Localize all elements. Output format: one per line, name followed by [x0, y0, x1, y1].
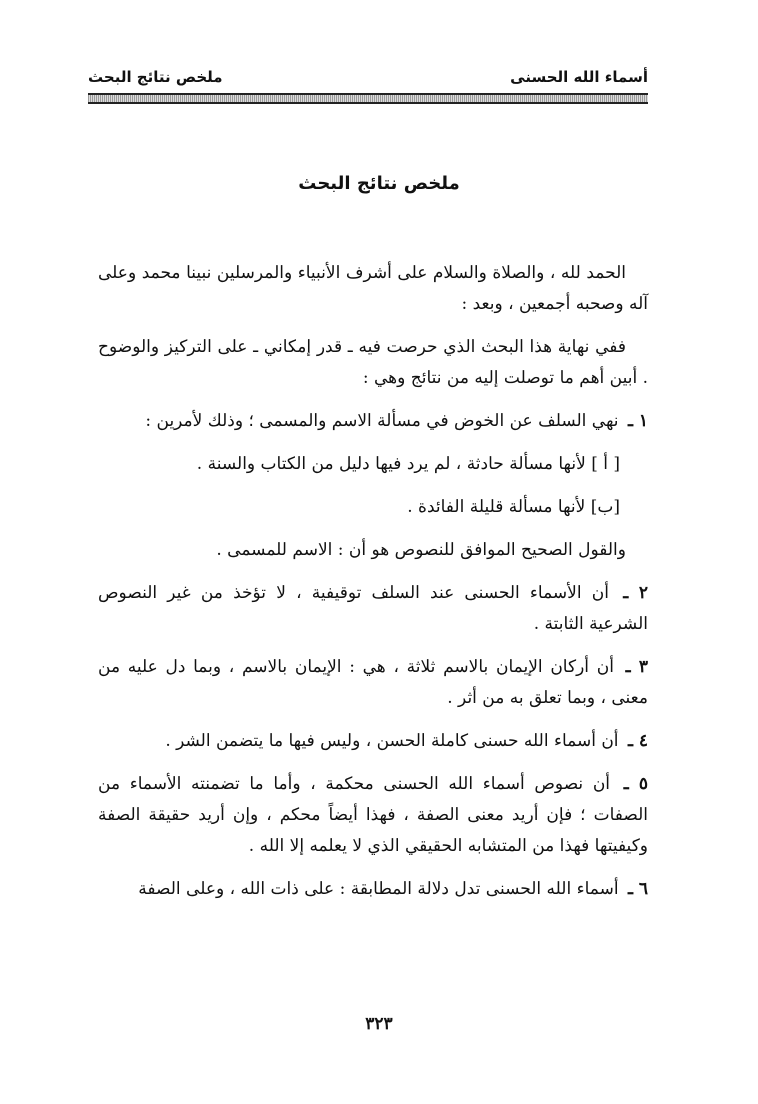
list-item-5-number: ٥ ـ [623, 774, 648, 794]
paragraph-intro: ففي نهاية هذا البحث الذي حرصت فيه ـ قدر إمكاني ـ على التركيز والوضوح . أبين أهم ما توصلت إليه من نتائج وهي : [98, 337, 648, 388]
list-item-4 [98, 726, 648, 757]
list-item-1-number: ١ ـ [627, 411, 648, 431]
sub-item-a: [ أ ] لأنها مسألة حادثة ، لم يرد فيها دليل من الكتاب والسنة . [196, 454, 620, 474]
list-item-1-text: نهي السلف عن الخوض في مسألة الاسم والمسمى ؛ وذلك لأمرين : [145, 411, 619, 431]
list-item-2 [98, 578, 648, 640]
list-item-3-number: ٣ ـ [625, 657, 649, 677]
list-item-6 [98, 874, 648, 905]
sub-item-b: [ب] لأنها مسألة قليلة الفائدة . [407, 497, 620, 517]
body-text [98, 258, 648, 917]
list-item-2-text: أن الأسماء الحسنى عند السلف توقيفية ، لا تؤخذ من غير النصوص الشرعية الثابتة . [98, 583, 648, 634]
list-item-5-text: أن نصوص أسماء الله الحسنى محكمة ، وأما ما تضمنته الأسماء من الصفات ؛ فإن أريد معنى الصفة ، فهذا أيضاً محكم ، وإن أريد حقيقة الصفة وكيفيتها فهذا من المتشابه الحقيقي الذي لا يعلمه إلا الله . [98, 774, 648, 856]
paragraph-conclusion: والقول الصحيح الموافق للنصوص هو أن : الاسم للمسمى . [216, 540, 626, 560]
list-item-6-text: أسماء الله الحسنى تدل دلالة المطابقة : على ذات الله ، وعلى الصفة [138, 879, 619, 899]
header-rule [88, 93, 648, 104]
list-item-4-number: ٤ ـ [627, 731, 648, 751]
list-item-2-number: ٢ ـ [623, 583, 649, 603]
list-item-4-text: أن أسماء الله حسنى كاملة الحسن ، وليس فيها ما يتضمن الشر . [165, 731, 619, 751]
page-title: ملخص نتائج البحث [298, 173, 460, 194]
list-item-3 [98, 652, 648, 714]
list-item-6-number: ٦ ـ [627, 879, 648, 899]
list-item-1 [98, 406, 648, 437]
paragraph-opening: الحمد لله ، والصلاة والسلام على أشرف الأنبياء والمرسلين نبينا محمد وعلى آله وصحبه أجمعين ، وبعد : [98, 263, 648, 314]
list-item-5 [98, 769, 648, 862]
page-number: ٣٢٣ [365, 1014, 393, 1034]
running-header-section-title: ملخص نتائج البحث [88, 68, 223, 86]
running-header-book-title: أسماء الله الحسنى [510, 68, 648, 86]
list-item-3-text: أن أركان الإيمان بالاسم ثلاثة ، هي : الإيمان بالاسم ، وبما دل عليه من معنى ، وبما تعلق به من أثر . [98, 657, 648, 708]
